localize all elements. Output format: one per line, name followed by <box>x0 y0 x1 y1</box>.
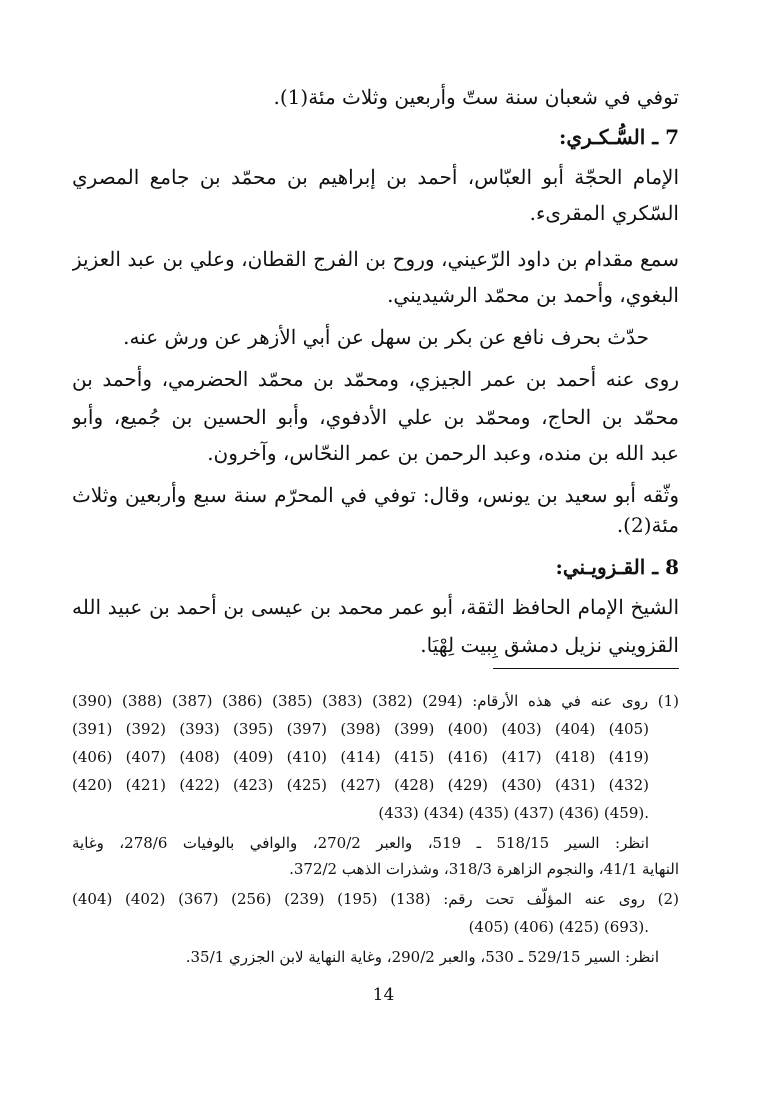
footnote-line: انظر: السير 518/15 ـ 519، والعبر 270/2، والوافي بالوفيات 278/6، وغاية <box>72 834 649 852</box>
text-line: محمّد بن الحاج، ومحمّد بن علي الأدفوي، وأبو الحسين بن جُميع، وأبو <box>72 405 679 429</box>
text-line: البغوي، وأحمد بن محمّد الرشيديني. <box>387 283 679 307</box>
text-line: روى عنه أحمد بن عمر الجيزي، ومحمّد بن محمّد الحضرمي، وأحمد بن <box>72 367 679 391</box>
footnote-line: (1) روى عنه في هذه الأرقام: (294) (382) (383) (385) (386) (387) (388) (390) <box>72 692 679 710</box>
text-line: حدّث بحرف نافع عن بكر بن سهل عن أبي الأزهر عن ورش عنه. <box>123 325 649 349</box>
footnote-line: (391) (392) (393) (395) (397) (398) (399) (400) (403) (404) (405) <box>72 720 649 738</box>
text-line: توفي في شعبان سنة ستّ وأربعين وثلاث مئة(1). <box>273 85 679 109</box>
text-line: السّكري المقرىء. <box>529 201 679 225</box>
text-line: وثّقه أبو سعيد بن يونس، وقال: توفي في المحرّم سنة سبع وأربعين وثلاث <box>72 483 679 507</box>
footnote-line: (405) (406) (425) (693). <box>468 918 649 936</box>
entry-heading: 7 ـ السُّـكـري: <box>558 125 679 149</box>
text-line: سمع مقدام بن داود الرّعيني، وروح بن الفرج القطان، وعلي بن عبد العزيز <box>72 247 679 271</box>
text-line: الشيخ الإمام الحافظ الثقة، أبو عمر محمد بن عيسى بن أحمد بن عبيد الله <box>72 595 679 619</box>
footnote-line: انظر: السير 529/15 ـ 530، والعبر 290/2، وغاية النهاية لابن الجزري 35/1. <box>185 948 659 966</box>
footnote-line: النهاية 41/1، والنجوم الزاهرة 318/3، وشذرات الذهب 372/2. <box>289 860 679 878</box>
footnote-separator <box>493 668 679 669</box>
entry-heading: 8 ـ القـزويـني: <box>555 555 679 579</box>
text-line: عبد الله بن منده، وعبد الرحمن بن عمر النحّاس، وآخرون. <box>207 441 679 465</box>
footnote-line: (2) روى عنه المؤلّف تحت رقم: (138) (195) (239) (256) (367) (402) (404) <box>72 890 679 908</box>
footnote-line: (433) (434) (435) (437) (436) (459). <box>378 804 649 822</box>
page-number: 14 <box>372 985 395 1005</box>
text-line: مئة(2). <box>616 513 679 537</box>
footnote-line: (420) (421) (422) (423) (425) (427) (428) (429) (430) (431) (432) <box>72 776 649 794</box>
footnote-line: (406) (407) (408) (409) (410) (414) (415) (416) (417) (418) (419) <box>72 748 649 766</box>
text-line: الإمام الحجّة أبو العبّاس، أحمد بن إبراهيم بن محمّد بن جامع المصري <box>72 165 679 189</box>
text-line: القزويني نزيل دمشق بِبيت لِهْيَا. <box>420 633 679 657</box>
